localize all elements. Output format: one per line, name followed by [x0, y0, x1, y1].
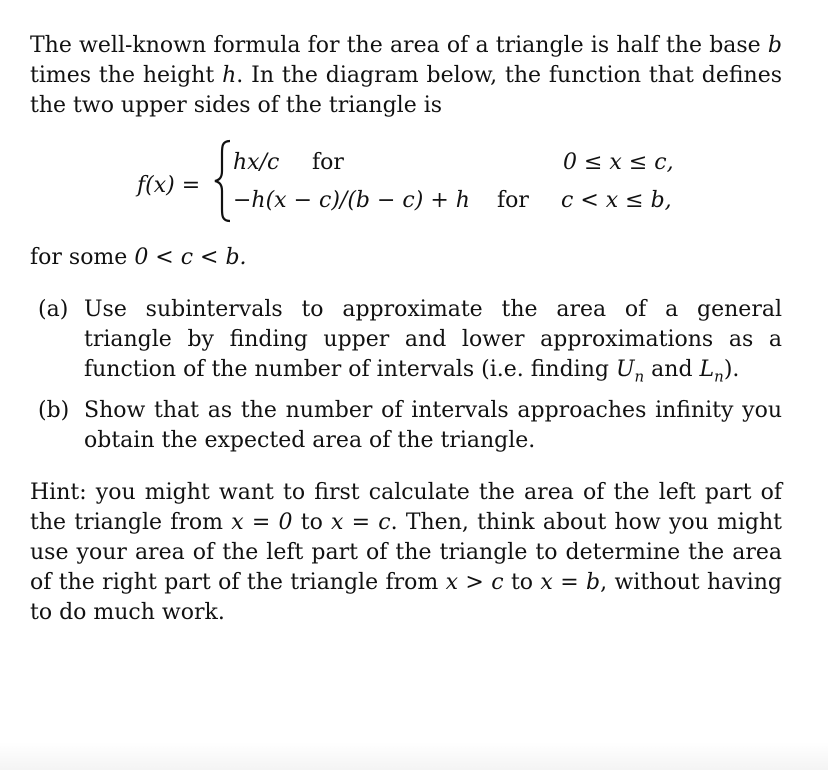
case1-condition: 0 ≤ x ≤ c, [563, 150, 674, 175]
case2-condition: c < x ≤ b, [561, 188, 672, 213]
lower-sum-subscript: n [714, 367, 724, 386]
hint-math-2: x = c [331, 510, 391, 535]
for-some-prefix: for some [30, 245, 135, 270]
upper-sum-symbol [615, 357, 645, 386]
hint-text-1: Hint: you might want to first calculate the area of the left part of the triangle from [30, 480, 782, 535]
upper-sum-letter: U [615, 357, 635, 382]
hint-text-2: to [292, 510, 332, 535]
list-marker-a: (a) [38, 297, 69, 322]
hint-math-3: x > c [445, 570, 504, 595]
intro-text-2: times the height [30, 63, 223, 88]
hint-text-3: . Then, think about how you might use your area of the left part of the triangle to determine the area of the right part of the triangle from [30, 510, 782, 595]
intro-paragraph [30, 31, 782, 121]
intro-text-3: . In the diagram below, the function that defines the two upper sides of the triangle is [30, 63, 783, 118]
hint-text-5: , without having to do much work. [30, 570, 782, 625]
hint-paragraph [30, 478, 782, 628]
hint-math-4: x = b [540, 570, 601, 595]
case1-expression: hx/c [233, 150, 280, 175]
list-marker-b: (b) [38, 398, 70, 423]
case2-expression: −h(x − c)/(b − c) + h [233, 188, 470, 213]
part-a-end: ). [723, 357, 740, 382]
bottom-shadow-band [0, 742, 828, 770]
part-a-text: Use subintervals to approximate the area of a general triangle by finding upper and lower approximations as a function of the number of intervals (i.e. finding [84, 297, 782, 382]
height-variable: h [222, 63, 237, 88]
list-item-b [38, 396, 782, 458]
upper-sum-subscript: n [634, 367, 645, 386]
base-variable: b [767, 33, 782, 58]
part-a-and: and [644, 357, 700, 382]
for-some-line [30, 243, 782, 273]
lower-sum-symbol [699, 357, 724, 386]
list-item-a-text [84, 295, 782, 391]
case2-for: for [497, 188, 529, 213]
for-some-condition: 0 < c < b. [134, 245, 247, 270]
part-b-text: Show that as the number of intervals approaches infinity you obtain the expected area of the triangle. [84, 398, 782, 453]
hint-text-4: to [503, 570, 541, 595]
list-item-a [38, 295, 782, 387]
intro-text-1: The well-known formula for the area of a triangle is half the base [30, 33, 768, 58]
hint-math-1: x = 0 [231, 510, 293, 535]
lower-sum-letter: L [699, 357, 715, 382]
case1-for: for [312, 150, 344, 175]
left-brace-icon [213, 139, 235, 223]
function-lhs: f(x) = [137, 173, 201, 198]
